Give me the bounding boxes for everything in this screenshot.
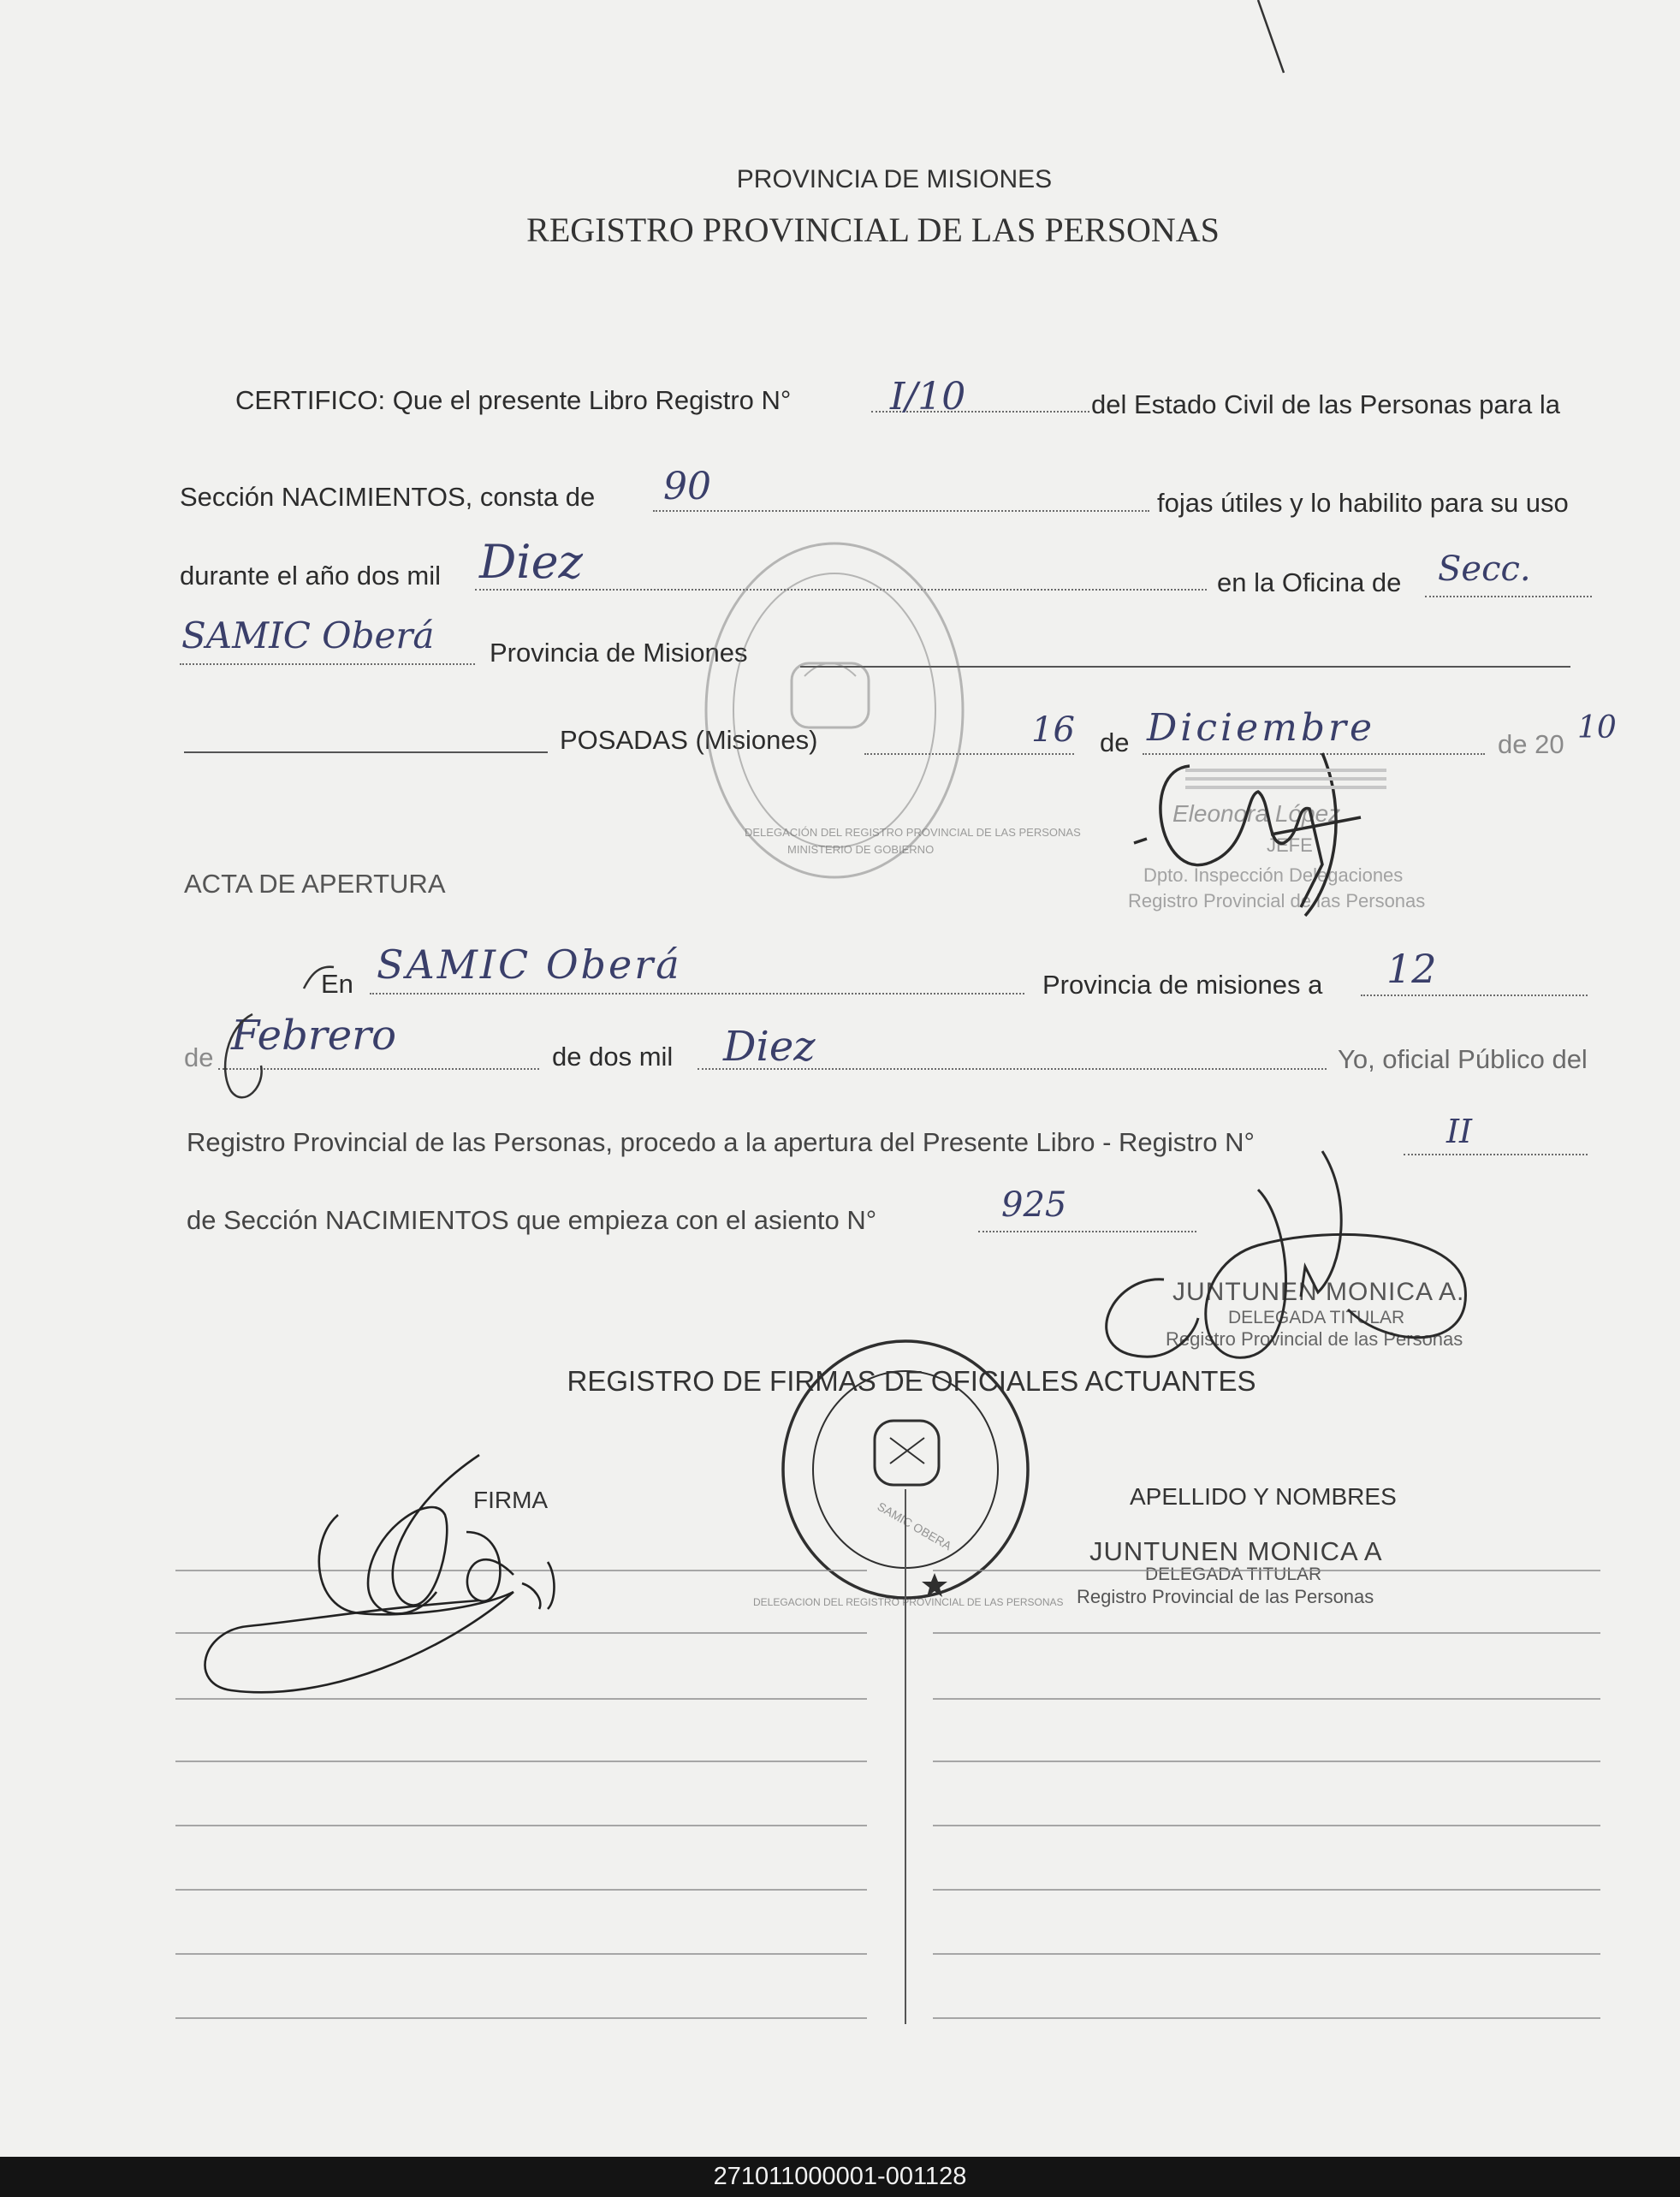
sig2-title: DELEGADA TITULAR — [1228, 1308, 1405, 1327]
stamp-1-outer: DELEGACIÓN DEL REGISTRO PROVINCIAL DE LAS PERSONAS — [745, 826, 1081, 839]
certificate-text-2: del Estado Civil de las Personas para la — [1091, 389, 1560, 419]
acta-entry-value: 925 — [1001, 1185, 1067, 1225]
stamp-2-outer: DELEGACION DEL REGISTRO PROVINCIAL DE LAS PERSONAS — [753, 1596, 1064, 1608]
footer-code: 271011000001-001128 — [713, 2163, 967, 2190]
certificate-text-5: durante el año dos mil — [180, 561, 442, 591]
acta-month-value: Febrero — [231, 1012, 397, 1060]
sig1-dept: Dpto. Inspección Delegaciones — [1143, 864, 1404, 886]
month-value: Diciembre — [1147, 706, 1376, 750]
province-heading: PROVINCIA DE MISIONES — [736, 165, 1053, 193]
sig2-org: Registro Provincial de las Personas — [1166, 1328, 1463, 1350]
acta-de-label: de — [184, 1042, 214, 1072]
stamp-2-inner: SAMIC OBERA — [875, 1499, 954, 1553]
register-lines-left — [175, 1571, 867, 2018]
certificate-text-1: CERTIFICO: Que el presente Libro Registro N° — [235, 385, 792, 415]
sig1-title: JEFE — [1267, 834, 1313, 856]
signature-1-stripes — [1185, 770, 1386, 787]
coat-of-arms-icon — [792, 663, 869, 727]
acta-day-value: 12 — [1386, 946, 1437, 992]
firma-entry-title: DELEGADA TITULAR — [1145, 1565, 1322, 1584]
acta-book-value: II — [1446, 1113, 1473, 1150]
register-lines-right — [933, 1571, 1600, 2018]
stamp-1-inner: MINISTERIO DE GOBIERNO — [787, 843, 935, 856]
acta-dosmil-label: de dos mil — [552, 1042, 674, 1072]
certificate-text-7: Provincia de Misiones — [490, 638, 748, 668]
firma-entry-org: Registro Provincial de las Personas — [1077, 1586, 1374, 1607]
book-number-value: I/10 — [890, 375, 966, 419]
apellido-column-header: APELLIDO Y NOMBRES — [1130, 1483, 1397, 1510]
sig2-name: JUNTUNEN MONICA A. — [1172, 1278, 1465, 1306]
acta-title: ACTA DE APERTURA — [184, 869, 446, 899]
certificate-text-4: fojas útiles y lo habilito para su uso — [1157, 488, 1569, 518]
year-end-value: 10 — [1577, 710, 1617, 745]
stamp-2-coat-of-arms-icon — [875, 1421, 939, 1485]
firmas-title: REGISTRO DE FIRMAS DE OFICIALES ACTUANTES — [567, 1365, 1256, 1397]
folios-value: 90 — [663, 465, 711, 508]
acta-place-value: SAMIC Oberá — [377, 941, 682, 988]
footer-bar — [0, 2157, 1680, 2197]
firma-entry-name: JUNTUNEN MONICA A — [1089, 1536, 1383, 1566]
year-word-value: Diez — [479, 535, 583, 589]
year-prefix: de 20 — [1498, 729, 1564, 759]
acta-en-label: En — [321, 969, 353, 999]
acta-year-value: Diez — [723, 1023, 816, 1071]
stamp-1 — [706, 543, 963, 877]
flourish-marks — [225, 967, 334, 1098]
office-value-b: SAMIC Oberá — [181, 615, 435, 656]
acta-prov-label: Provincia de misiones a — [1042, 970, 1323, 1000]
day-value: 16 — [1031, 710, 1075, 750]
acta-line-4: de Sección NACIMIENTOS que empieza con el asiento N° — [187, 1205, 877, 1235]
acta-line-3: Registro Provincial de las Personas, procedo a la apertura del Presente Libro - Registro N° — [187, 1127, 1255, 1157]
sig1-name: Eleonora López — [1172, 800, 1341, 827]
posadas-label: POSADAS (Misiones) — [560, 725, 818, 755]
de-label: de — [1100, 727, 1130, 757]
acta-yo-label: Yo, oficial Público del — [1338, 1044, 1588, 1074]
certificate-text-3: Sección NACIMIENTOS, consta de — [180, 482, 596, 512]
registry-heading: REGISTRO PROVINCIAL DE LAS PERSONAS — [526, 211, 1220, 249]
office-value-a: Secc. — [1438, 549, 1531, 589]
firma-column-header: FIRMA — [473, 1487, 549, 1513]
pen-mark — [1258, 0, 1284, 73]
certificate-text-6: en la Oficina de — [1217, 567, 1402, 597]
register-signature — [205, 1455, 555, 1692]
sig1-org: Registro Provincial de las Personas — [1128, 890, 1426, 911]
signature-2 — [1107, 1151, 1466, 1357]
